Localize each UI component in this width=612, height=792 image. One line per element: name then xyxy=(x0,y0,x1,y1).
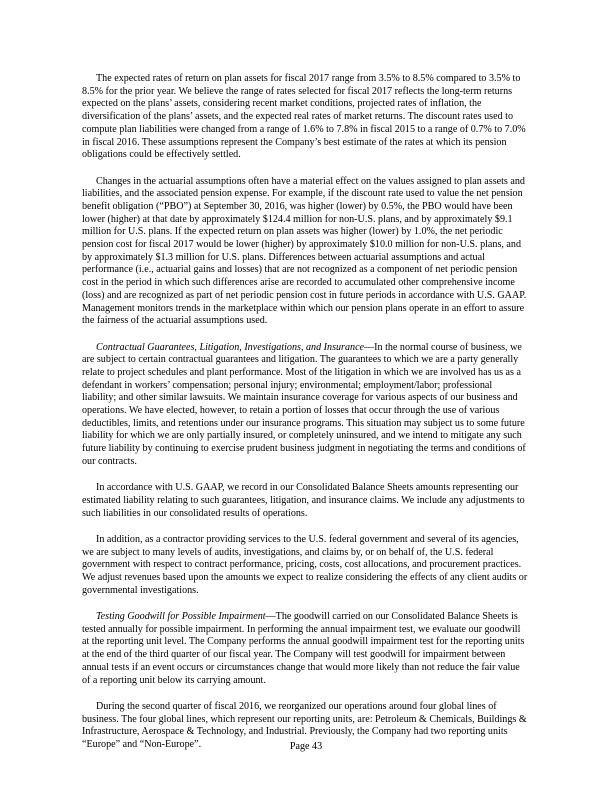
paragraph-text: Changes in the actuarial assumptions often have a material effect on the values assigned to plan assets and liabilities, and the associated pension expense. For example, if the discount rate used to value the net pension benefit obligation (“PBO”) at September 30, 2016, was higher (lower) by 0.5%, the PBO would have been lower (higher) at that date by approximately $124.4 million for non-U.S. plans, and by approximately $9.1 million for U.S. plans. If the expected return on plan assets was higher (lower) by 1.0%, the net periodic pension cost for fiscal 2017 would be lower (higher) by approximately $10.0 million for non-U.S. plans, and by approximately $1.3 million for U.S. plans. Differences between actuarial assumptions and actual performance (i.e., actuarial gains and losses) that are not recognized as a component of net periodic pension cost in the period in which such differences arise are recorded to accumulated other comprehensive income (loss) and are recognized as part of net periodic pension cost in future periods in accordance with U.S. GAAP. Management monitors trends in the marketplace within which our pension plans operate in an effort to assure the fairness of the actuarial assumptions used. xyxy=(82,175,527,327)
paragraph-contractual-guarantees xyxy=(82,342,528,469)
page-number: Page 43 xyxy=(289,741,323,752)
section-lead-heading: Testing Goodwill for Possible Impairment xyxy=(96,610,266,622)
paragraph-text: The expected rates of return on plan assets for fiscal 2017 range from 3.5% to 8.5% compared to 3.5% to 8.5% for the prior year. We believe the range of rates selected for fiscal 2017 reflects the long-term returns expected on the plans’ assets, considering recent market conditions, projected rates of inflation, the diversification of the plans’ assets, and the expected real rates of market returns. The discount rates used to compute plan liabilities were changed from a range of 1.6% to 7.8% in fiscal 2015 to a range of 0.7% to 7.0% in fiscal 2016. These assumptions represent the Company’s best estimate of the rates at which its pension obligations could be effectively settled. xyxy=(82,73,526,161)
paragraph-actuarial-assumptions xyxy=(82,176,528,328)
section-lead-heading: Contractual Guarantees, Litigation, Investigations, and Insurance xyxy=(96,341,365,353)
paragraph-text: During the second quarter of fiscal 2016, we reorganized our operations around four global lines of business. The four global lines, which represent our reporting units, are: Petroleum & Chemicals, Buildings & Infrastructure, Aerospace & Technology, and Industrial. Previously, the Company had two reporting units “Europe” and “Non-Europe”. xyxy=(82,700,527,750)
paragraph-goodwill-impairment xyxy=(82,611,528,687)
document-body xyxy=(82,73,528,752)
paragraph-text: —The goodwill carried on our Consolidated Balance Sheets is tested annually for possible impairment. In performing the annual impairment test, we evaluate our goodwill at the reporting unit level. The Company performs the annual goodwill impairment test for the reporting units at the end of the third quarter of our fiscal year. The Company will test goodwill for impairment between annual tests if an event occurs or circumstances change that would more likely than not reduce the fair value of a reporting unit below its carrying amount. xyxy=(82,610,525,686)
paragraph-return-on-plan-assets xyxy=(82,73,528,162)
paragraph-us-gaap-liability xyxy=(82,482,528,520)
paragraph-federal-audits xyxy=(82,534,528,598)
paragraph-text: In accordance with U.S. GAAP, we record in our Consolidated Balance Sheets amounts representing our estimated liability relating to such guarantees, litigation, and insurance claims. We include any adjustments to such liabilities in our consolidated results of operations. xyxy=(82,482,525,519)
paragraph-text: —In the normal course of business, we are subject to certain contractual guarantees and litigation. The guarantees to which we are a party generally relate to project schedules and plant performance. Most of the litigation in which we are involved has us as a defendant in workers’ compensation; personal injury; environmental; employment/labor; professional liability; and other similar lawsuits. We maintain insurance coverage for various aspects of our business and operations. We have elected, however, to retain a portion of losses that occur through the use of various deductibles, limits, and retentions under our insurance programs. This situation may subject us to some future liability for which we are only partially insured, or completely uninsured, and we intend to mitigate any such future liability by continuing to exercise prudent business judgment in negotiating the terms and conditions of our contracts. xyxy=(82,341,526,467)
paragraph-text: In addition, as a contractor providing services to the U.S. federal government and several of its agencies, we are subject to many levels of audits, investigations, and claims by, or on behalf of, the U.S. federal government with respect to contract performance, pricing, costs, cost allocations, and procurement practices. We adjust revenues based upon the amounts we expect to realize considering the effects of any client audits or governmental investigations. xyxy=(82,533,528,596)
